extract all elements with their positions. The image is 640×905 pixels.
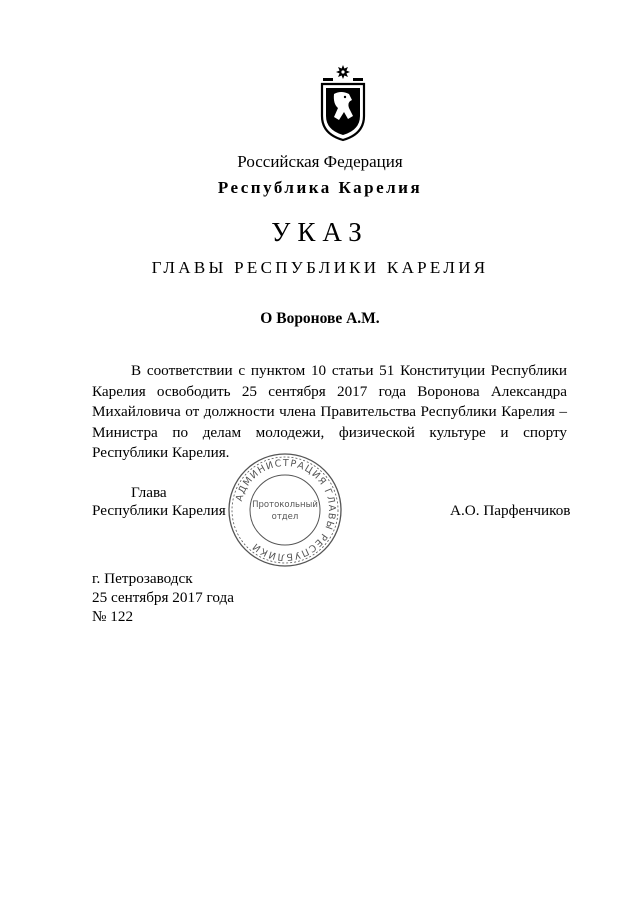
date-of-signing: 25 сентября 2017 года [92, 589, 234, 606]
stamp-inner-line1: Протокольный [252, 500, 318, 510]
document-type: УКАЗ [271, 217, 369, 247]
decree-body: В соответствии с пунктом 10 статьи 51 Конституции Республики Карелия освободить 25 сентября 2017 года Воронова Александра Михайловича от должности члена Правительства Республики Карелия – Министра по делам молодежи, физической культуре и спорту Республики Карелия. [92, 362, 567, 461]
coat-of-arms-icon [317, 64, 369, 142]
decree-number: № 122 [92, 608, 134, 625]
signatory-name: А.О. Парфенчиков [450, 502, 571, 519]
official-seal-stamp [226, 451, 344, 569]
place-of-signing: г. Петрозаводск [92, 570, 193, 587]
document-subject: О Воронове А.М. [260, 310, 380, 327]
republic-name: Республика Карелия [217, 178, 423, 197]
document-issuer: ГЛАВЫ РЕСПУБЛИКИ КАРЕЛИЯ [151, 258, 489, 277]
signatory-title-line2: Республики Карелия [92, 502, 226, 519]
country-name: Российская Федерация [237, 152, 403, 171]
stamp-inner-line2: отдел [271, 512, 299, 522]
stamp-outer-text: АДМИНИСТРАЦИЯ ГЛАВЫ РЕСПУБЛИКИ [233, 457, 338, 563]
signatory-title-line1: Глава [131, 484, 167, 501]
